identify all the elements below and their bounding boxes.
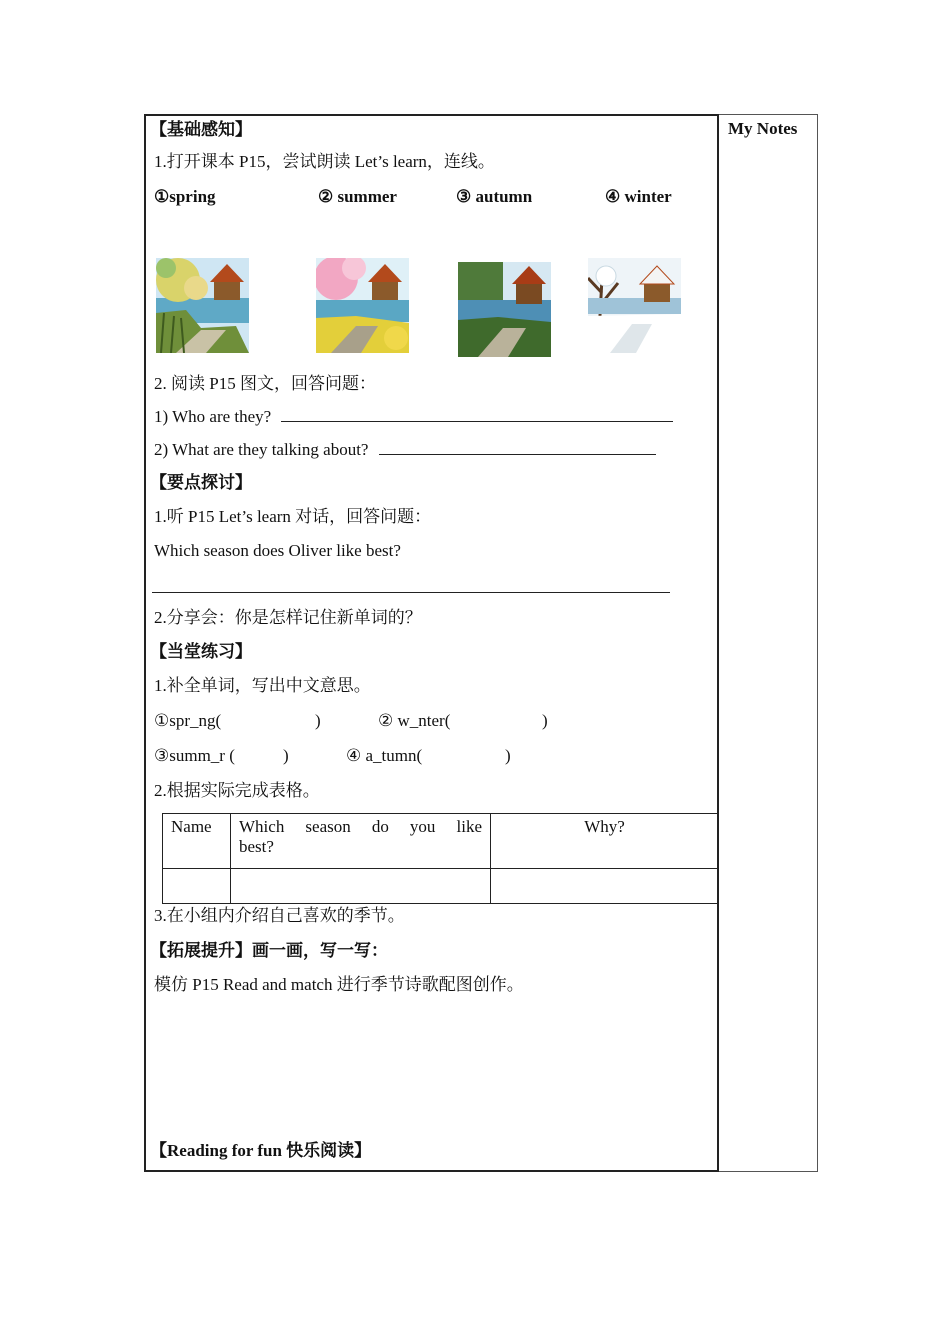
q2-2-question: [154, 439, 656, 460]
season-winter-label: ④ winter: [605, 187, 672, 206]
word-summer-blank: ③summ_r (: [154, 746, 235, 765]
autumn-pavilion-picture: [458, 262, 551, 357]
q2-2-text: 2) What are they talking about?: [154, 440, 369, 459]
word-spring-blank: ①spr_ng(: [154, 711, 222, 730]
word-autumn-close: ): [505, 746, 511, 765]
word-spring-close: ): [315, 711, 321, 730]
word-autumn-blank: ④ a_tumn(: [346, 746, 423, 765]
table-header-season: [231, 814, 491, 869]
section-practice-heading: 【当堂练习】: [150, 642, 252, 661]
winter-pavilion-picture: [588, 258, 681, 353]
poem-instruction: 模仿 P15 Read and match 进行季节诗歌配图创作。: [154, 975, 524, 994]
table-cell-season[interactable]: [231, 869, 491, 904]
season-autumn-label: ③ autumn: [456, 187, 533, 206]
table-header-row: [163, 814, 719, 869]
summer-pavilion-picture: [316, 258, 409, 353]
q2-2-answer-line[interactable]: [379, 439, 656, 455]
table-header-name: Name: [163, 814, 231, 869]
table-header-season-line1: Which season do you like: [239, 817, 482, 836]
table-instruction: 2.根据实际完成表格。: [154, 781, 320, 800]
notes-column: [719, 114, 818, 1172]
word-winter-close: ): [542, 711, 548, 730]
q2-1-text: 1) Who are they?: [154, 407, 272, 426]
listen-instruction: 1.听 P15 Let’s learn 对话，回答问题：: [154, 507, 432, 526]
notes-title: My Notes: [728, 119, 798, 138]
season-summer-label: ② summer: [318, 187, 397, 206]
oliver-question: Which season does Oliver like best?: [154, 541, 401, 560]
oliver-answer-line[interactable]: [152, 592, 670, 593]
group-intro-instruction: 3.在小组内介绍自己喜欢的季节。: [154, 906, 405, 925]
table-header-why: Why?: [491, 814, 719, 869]
word-summer-close: ): [283, 746, 289, 765]
table-cell-why[interactable]: [491, 869, 719, 904]
section-extension-heading: 【拓展提升】画一画，写一写：: [150, 941, 388, 960]
q2-1-answer-line[interactable]: [281, 406, 673, 422]
section-basic-heading: 【基础感知】: [150, 120, 252, 139]
table-header-season-line2: best?: [239, 837, 274, 856]
table-cell-name[interactable]: [163, 869, 231, 904]
q2-1-question: [154, 406, 673, 427]
section-key-points-heading: 【要点探讨】: [150, 473, 252, 492]
drawing-area[interactable]: [152, 1005, 712, 1130]
spring-pavilion-picture: [156, 258, 249, 353]
word-winter-blank: ② w_nter(: [378, 711, 451, 730]
fill-words-instruction: 1.补全单词，写出中文意思。: [154, 676, 371, 695]
season-spring-label: ①spring: [154, 187, 216, 206]
q1-instruction: 1.打开课本 P15，尝试朗读 Let’s learn，连线。: [154, 152, 495, 171]
section-reading-heading: 【Reading for fun 快乐阅读】: [150, 1141, 372, 1160]
q2-instruction: 2. 阅读 P15 图文，回答问题：: [154, 374, 376, 393]
share-instruction: 2.分享会：你是怎样记住新单词的？: [154, 608, 422, 627]
season-table: [162, 813, 719, 904]
table-row: [163, 869, 719, 904]
